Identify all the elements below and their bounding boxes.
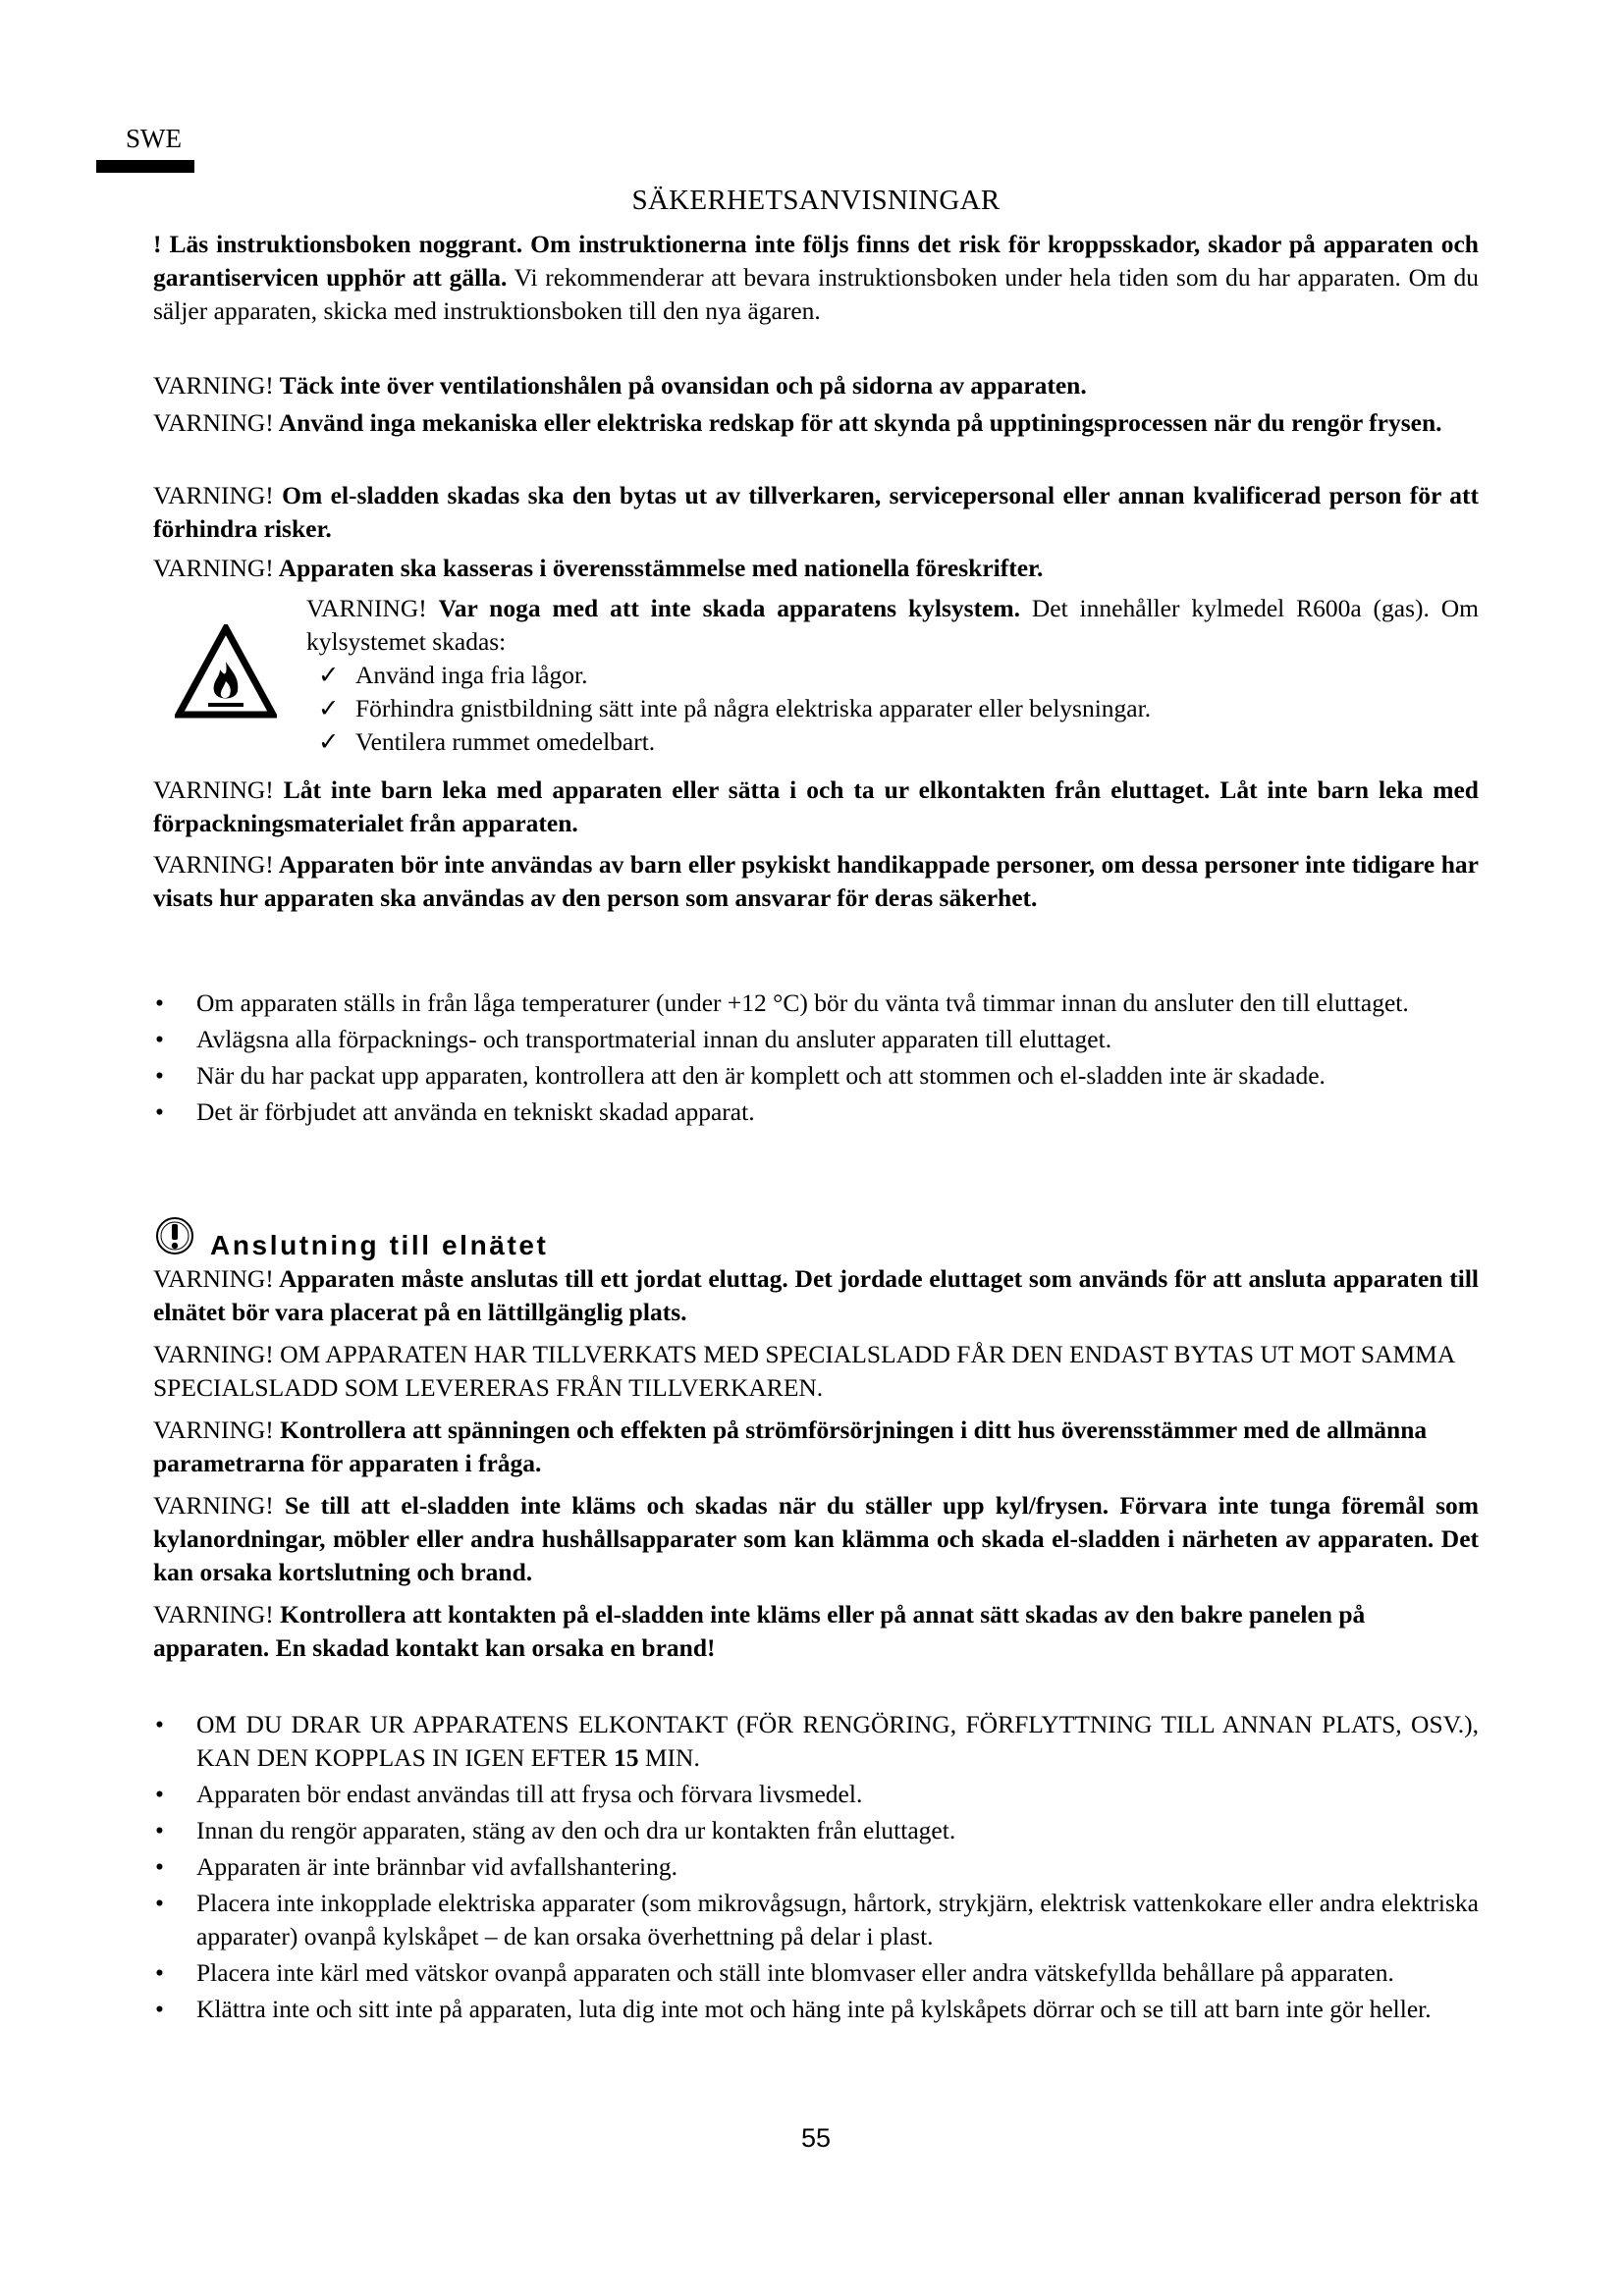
warning-text: OM APPARATEN HAR TILLVERKATS MED SPECIALSLADD FÅR DEN ENDAST BYTAS UT MOT SAMMA SPECIALSLADD SOM LEVERERAS FRÅN TILLVERKAREN. [153, 1340, 1454, 1402]
warning-label: VARNING! [153, 1491, 274, 1520]
list-item: • Avlägsna alla förpacknings- och transportmaterial innan du ansluter apparaten till eluttaget. [153, 1023, 1479, 1056]
warning-text: Apparaten måste anslutas till ett jordat eluttag. Det jordade eluttaget som används för att ansluta apparaten till elnätet bör vara placerat på en lättillgänglig plats. [153, 1264, 1480, 1326]
warning-ventilation [153, 369, 1479, 402]
language-bar [96, 160, 194, 173]
check-mark-icon: ✓ [318, 727, 340, 756]
warning-special-cord [153, 1338, 1479, 1405]
warning-cord [153, 479, 1479, 546]
warning-label: VARNING! [153, 371, 274, 400]
intro-normal: Vi rekommenderar att bevara instruktionsboken under hela tiden som du har apparaten. Om du säljer apparaten, skicka med instruktionsboken till den nya ägaren. [153, 263, 1479, 325]
warning-label: VARNING! [153, 481, 274, 509]
check-item [306, 659, 1479, 692]
list-item-text: OM DU DRAR UR APPARATENS ELKONTAKT (FÖR RENGÖRING, FÖRFLYTTNING TILL ANNAN PLATS, OSV.), KAN DEN KOPPLAS IN IGEN EFTER [196, 1710, 1479, 1772]
check-text: Ventilera rummet omedelbart. [355, 727, 656, 756]
list-item-bold: 15 [614, 1743, 639, 1772]
section-title: Anslutning till elnätet [210, 1230, 549, 1260]
warning-label: VARNING! [153, 775, 274, 804]
warning-children-use [153, 848, 1479, 915]
intro-bold: ! Läs instruktionsboken noggrant. Om instruktionerna inte följs finns det risk för kroppsskador, skador på apparaten och garantiservicen upphör att gälla. [153, 230, 1479, 292]
list-item: • Placera inte kärl med vätskor ovanpå apparaten och ställ inte blomvaser eller andra vätskefyllda behållare på apparaten. [153, 1956, 1479, 1990]
warning-text: Använd inga mekaniska eller elektriska redskap för att skynda på upptiningsprocessen när du rengör frysen. [278, 408, 1442, 437]
list-item: • Det är förbjudet att använda en tekniskt skadad apparat. [153, 1095, 1479, 1129]
intro-paragraph [153, 228, 1479, 328]
warning-grounded-outlet [153, 1262, 1479, 1329]
list-item: • Apparaten bör endast användas till att frysa och förvara livsmedel. [153, 1778, 1479, 1811]
page-title: SÄKERHETSANVISNINGAR [631, 185, 1001, 216]
warning-voltage [153, 1414, 1479, 1480]
list-item-end: MIN. [644, 1743, 700, 1772]
check-text: Förhindra gnistbildning sätt inte på några elektriska apparater eller belysningar. [355, 694, 1152, 722]
check-item [306, 692, 1479, 725]
list-item: • Apparaten är inte brännbar vid avfallshantering. [153, 1850, 1479, 1884]
warning-label: VARNING! [153, 1600, 274, 1629]
check-mark-icon: ✓ [318, 661, 340, 689]
list-item: • Placera inte inkopplade elektriska apparater (som mikrovågsugn, hårtork, strykjärn, elektrisk vattenkokare eller andra elektriska apparater) ovanpå kylskåpet – de kan orsaka överhettning på delar i plast. [153, 1887, 1479, 1953]
warning-plug-damage [153, 1598, 1479, 1665]
warning-label: VARNING! [153, 850, 274, 879]
warning-label: VARNING! [153, 408, 274, 437]
warning-label: VARNING! [153, 1340, 274, 1368]
check-mark-icon: ✓ [318, 694, 340, 722]
check-text: Använd inga fria lågor. [355, 661, 588, 689]
list-item: • Innan du rengör apparaten, stäng av den och dra ur kontakten från eluttaget. [153, 1814, 1479, 1847]
warning-text: Om el-sladden skadas ska den bytas ut av tillverkaren, servicepersonal eller annan kvalificerad person för att förhindra risker. [153, 481, 1479, 543]
warning-text: Kontrollera att kontakten på el-sladden inte kläms eller på annat sätt skadas av den bakre panelen på apparaten. En skadad kontakt kan orsaka en brand! [153, 1600, 1366, 1662]
warning-text: Det innehåller kylmedel R600a (gas). Om kylsystemet skadas: [306, 594, 1479, 656]
warning-defrost [153, 406, 1479, 440]
warning-text: Kontrollera att spänningen och effekten på strömförsörjningen i ditt hus överensstämmer med de allmänna parametrarna för apparaten i fråga. [153, 1415, 1428, 1477]
warning-cord-pinched [153, 1489, 1479, 1589]
page-number: 55 [800, 2123, 832, 2153]
flammable-warning-icon [175, 624, 277, 719]
warning-text: Låt inte barn leka med apparaten eller sätta i och ta ur elkontakten från eluttaget. Låt inte barn leka med förpackningsmaterialet från apparaten. [153, 775, 1479, 837]
warning-label: VARNING! [153, 1415, 274, 1444]
bullet-list-usage [153, 1708, 1479, 2029]
warning-refrigerant [306, 592, 1479, 759]
warning-children-play [153, 774, 1479, 840]
check-item [306, 725, 1479, 759]
list-item: • Klättra inte och sitt inte på apparaten, luta dig inte mot och häng inte på kylskåpets dörrar och se till att barn inte gör heller. [153, 1993, 1479, 2026]
warning-text: Täck inte över ventilationshålen på ovansidan och på sidorna av apparaten. [279, 371, 1087, 400]
list-item: • När du har packat upp apparaten, kontrollera att den är komplett och att stommen och el-sladden inte är skadade. [153, 1059, 1479, 1093]
warning-disposal [153, 552, 1479, 585]
warning-text: Apparaten ska kasseras i överensstämmelse med nationella föreskrifter. [278, 554, 1044, 582]
warning-label: VARNING! [306, 594, 427, 622]
list-item: • Om apparaten ställs in från låga temperaturer (under +12 °C) bör du vänta två timmar innan du ansluter den till eluttaget. [153, 987, 1479, 1020]
warning-bold-text: Var noga med att inte skada apparatens kylsystem. [438, 594, 1020, 622]
warning-text: Se till att el-sladden inte kläms och skadas när du ställer upp kyl/frysen. Förvara inte tunga föremål som kylanordningar, möbler eller andra hushållsapparater som kan klämma och skada el-sladden i närheten av apparaten. Det kan orsaka kortslutning och brand. [153, 1491, 1480, 1586]
exclamation-icon [153, 1214, 196, 1257]
warning-label: VARNING! [153, 554, 274, 582]
list-item [153, 1708, 1479, 1775]
warning-text: Apparaten bör inte användas av barn eller psykiskt handikappade personer, om dessa personer inte tidigare har visats hur apparaten ska användas av den person som ansvarar för deras säkerhet. [153, 850, 1480, 912]
bullet-list-installation [153, 987, 1479, 1132]
warning-label: VARNING! [153, 1264, 274, 1293]
language-label: SWE [126, 124, 182, 153]
